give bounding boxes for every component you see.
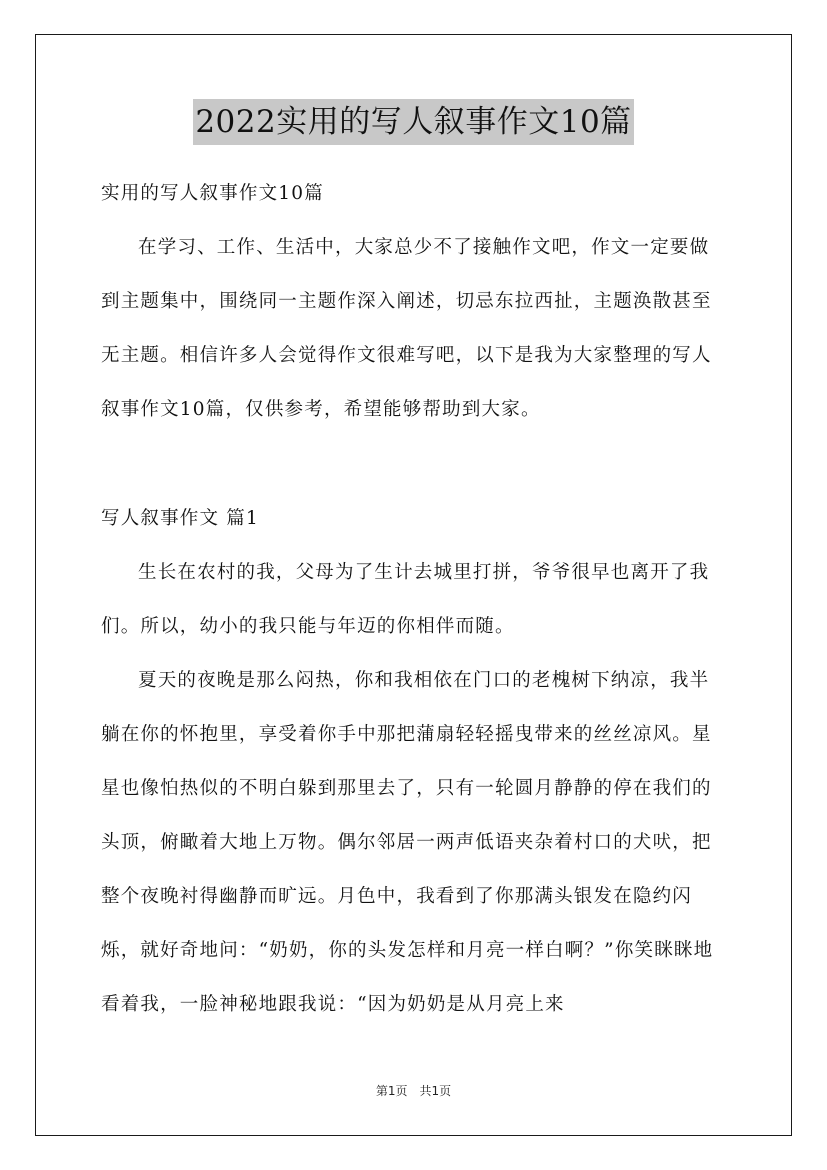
intro-paragraph: 在学习、工作、生活中，大家总少不了接触作文吧，作文一定要做到主题集中，围绕同一主题作深入阐述，切忌东拉西扯，主题涣散甚至无主题。相信许多人会觉得作文很难写吧，以下是我为大家整理的写人叙事作文10篇，仅供参考，希望能够帮助到大家。 bbox=[101, 237, 712, 420]
body-paragraph-2: 夏天的夜晚是那么闷热，你和我相依在门口的老槐树下纳凉，我半躺在你的怀抱里，享受着你手中那把蒲扇轻轻摇曳带来的丝丝凉风。星星也像怕热似的不明白躲到那里去了，只有一轮圆月静静的停在我们的头顶，俯瞰着大地上万物。偶尔邻居一两声低语夹杂着村口的犬吠，把整个夜晚衬得幽静而旷远。月色中，我看到了你那满头银发在隐约闪烁，就好奇地问：“奶奶，你的头发怎样和月亮一样白啊？”你笑眯眯地看着我，一脸神秘地跟我说：“因为奶奶是从月亮上来 bbox=[101, 670, 714, 1015]
page-footer bbox=[0, 1082, 827, 1100]
body-paragraph-1: 生长在农村的我，父母为了生计去城里打拼，爷爷很早也离开了我们。所以，幼小的我只能与年迈的你相伴而随。 bbox=[101, 562, 710, 637]
page-number-total: 共1页 bbox=[419, 1084, 452, 1098]
page-number-current: 第1页 bbox=[375, 1084, 408, 1098]
document-subtitle: 实用的写人叙事作文10篇 bbox=[101, 183, 324, 204]
section-heading: 写人叙事作文 篇1 bbox=[101, 508, 259, 529]
title-container bbox=[0, 99, 827, 145]
document-title: 2022实用的写人叙事作文10篇 bbox=[193, 99, 633, 145]
